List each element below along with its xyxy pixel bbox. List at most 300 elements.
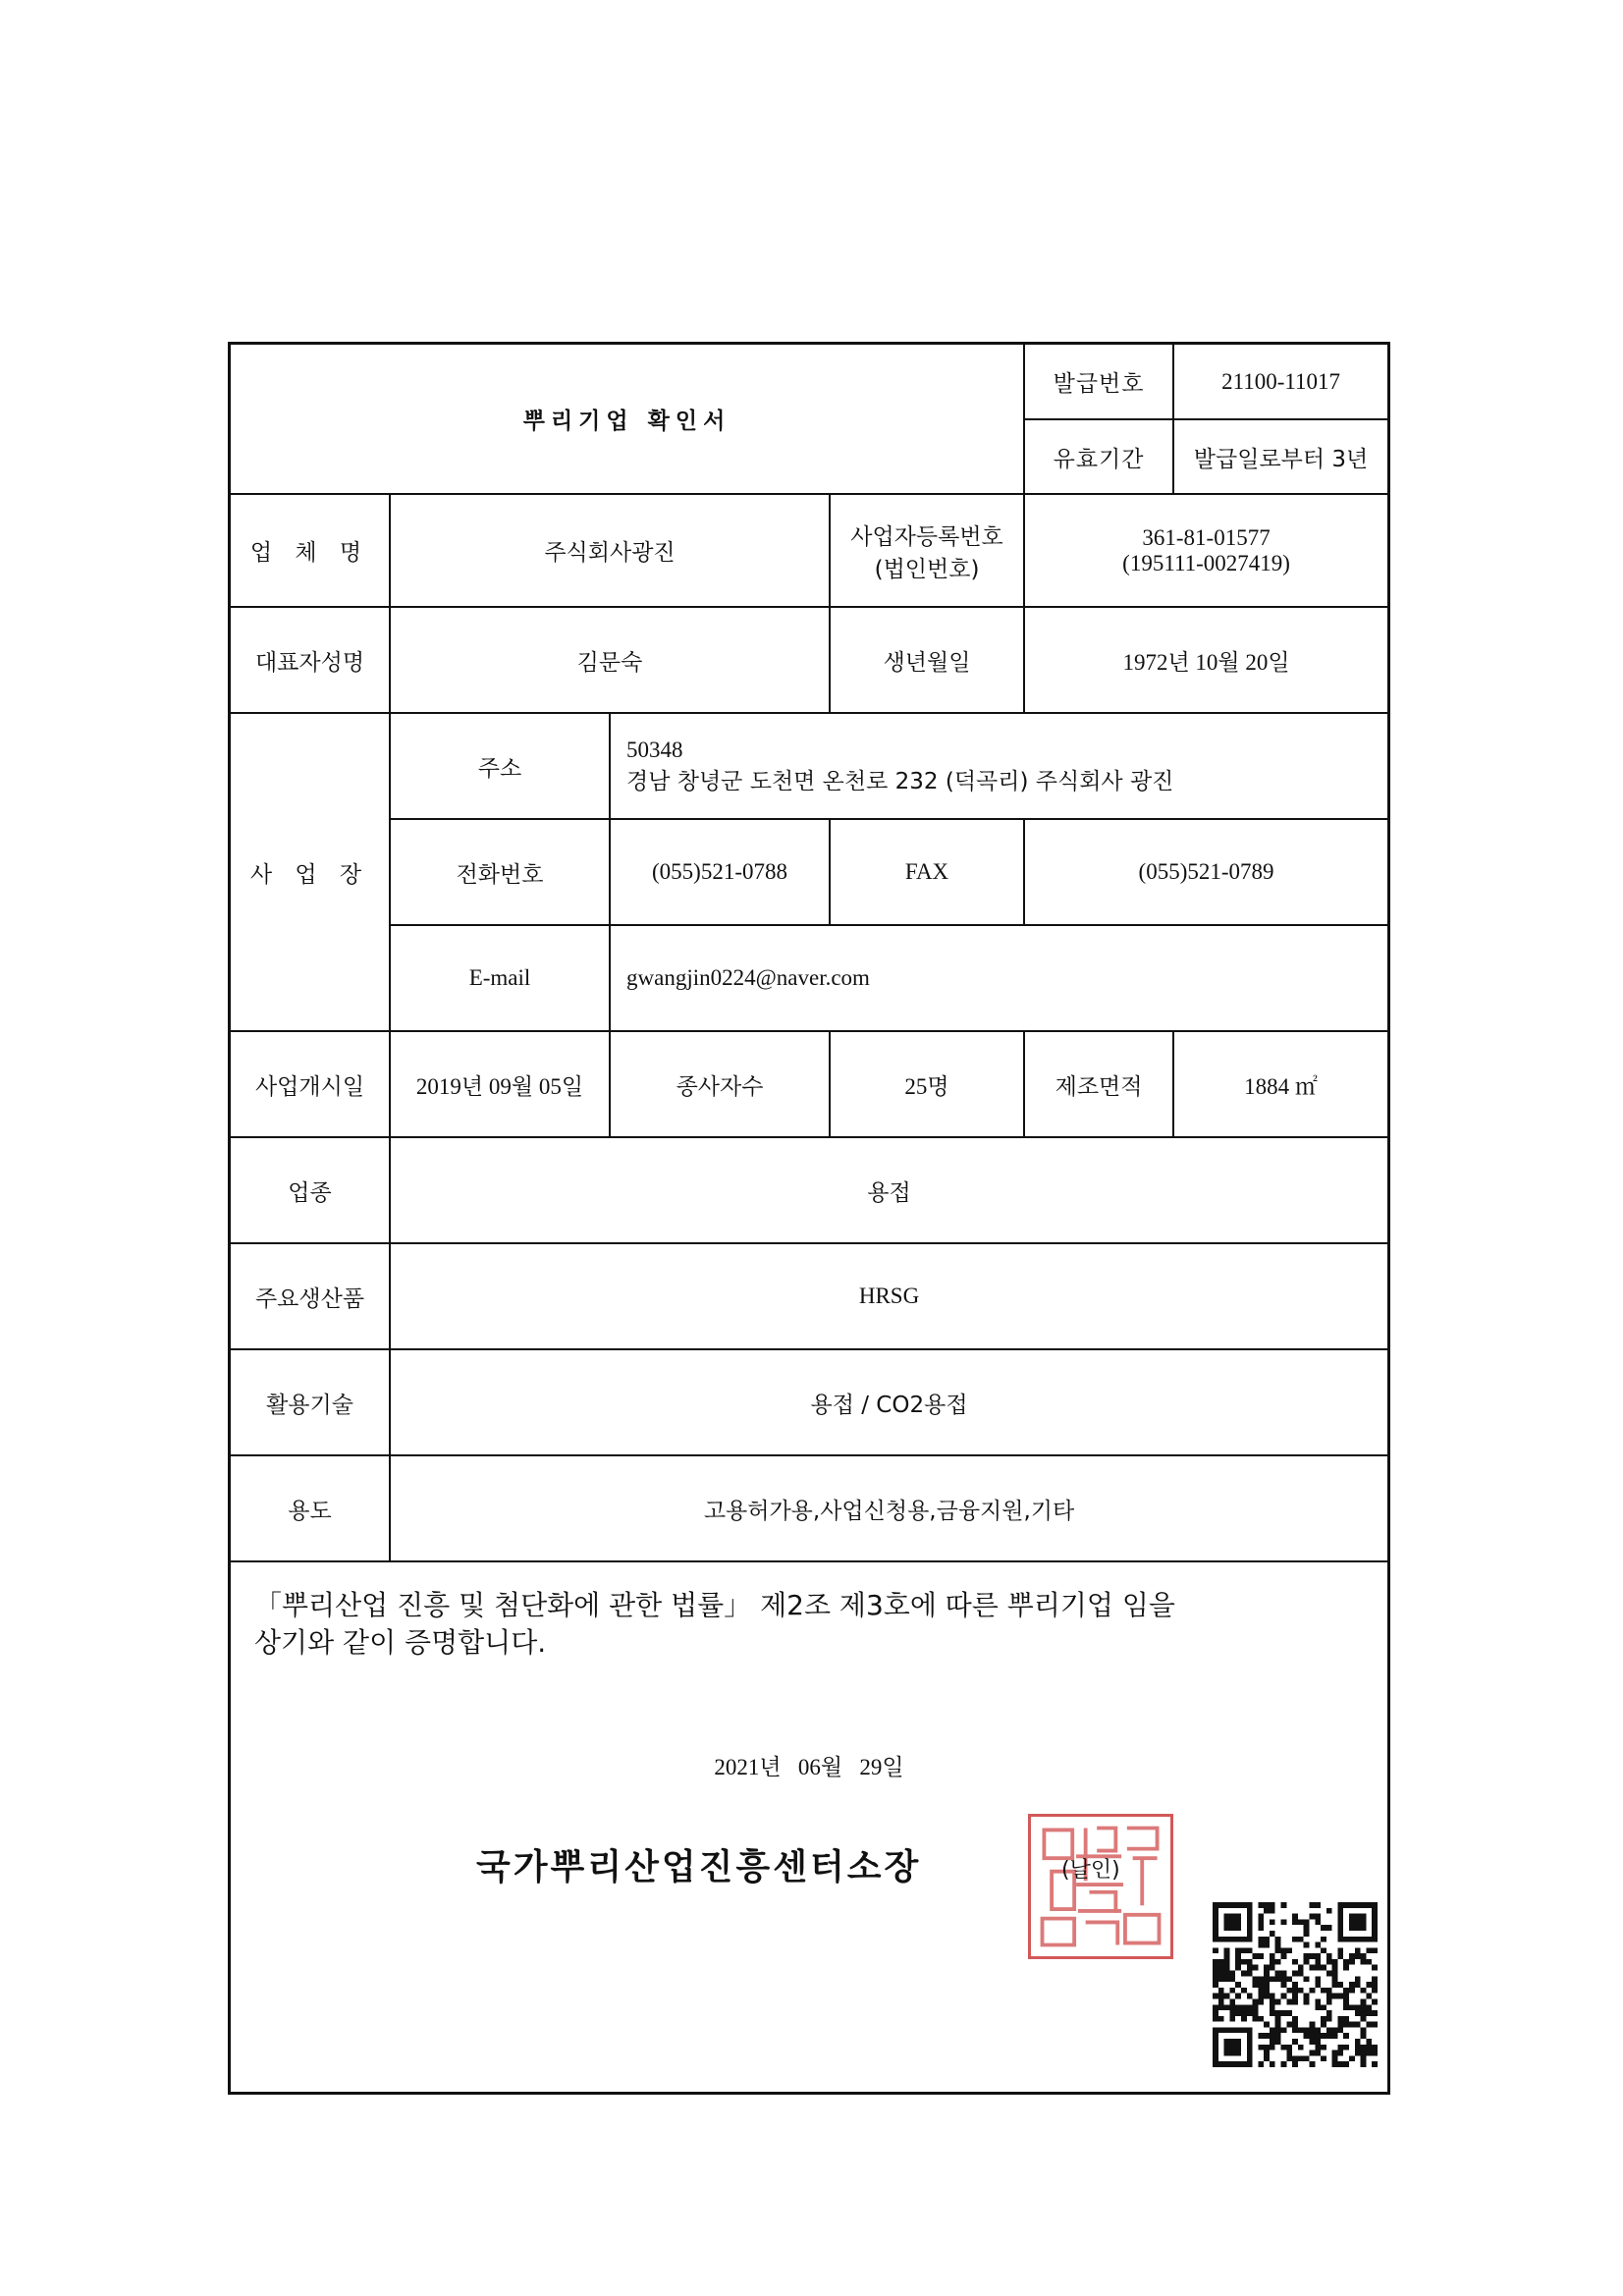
qr-module <box>1258 1942 1264 1948</box>
qr-module <box>1337 2061 1343 2067</box>
qr-module <box>1292 1988 1298 1994</box>
qr-module <box>1309 1902 1315 1908</box>
qr-module <box>1315 1914 1321 1920</box>
qr-module <box>1355 2039 1361 2045</box>
qr-module <box>1304 1931 1310 1937</box>
qr-module <box>1298 1937 1304 1942</box>
qr-module <box>1213 1959 1218 1965</box>
qr-module <box>1264 2033 1270 2039</box>
qr-module <box>1218 1998 1224 2004</box>
qr-module <box>1270 1994 1275 1999</box>
qr-module <box>1304 1959 1310 1965</box>
qr-module <box>1270 1965 1275 1971</box>
qr-module <box>1298 1988 1304 1994</box>
qr-module <box>1337 2050 1343 2056</box>
legal-line-2: 상기와 같이 증명합니다. <box>254 1626 547 1659</box>
qr-module <box>1229 2010 1235 2016</box>
qr-module <box>1258 1914 1264 1920</box>
qr-module <box>1258 2033 1264 2039</box>
birth-date-value: 1972년 10월 20일 <box>1024 607 1387 713</box>
qr-module <box>1258 1902 1264 1908</box>
registration-number-label <box>830 494 1024 607</box>
qr-module <box>1235 1965 1241 1971</box>
qr-module <box>1321 1937 1326 1942</box>
registration-value-line-1: 361-81-01577 <box>1142 524 1271 550</box>
qr-module <box>1343 1998 1349 2004</box>
qr-module <box>1247 1947 1253 1953</box>
qr-code-icon <box>1213 1902 1378 2067</box>
qr-module <box>1275 2010 1281 2016</box>
qr-module <box>1218 1971 1224 1977</box>
qr-module <box>1281 2027 1287 2033</box>
qr-module <box>1218 2004 1224 2010</box>
qr-module <box>1275 1976 1281 1982</box>
qr-module <box>1270 1902 1275 1908</box>
qr-module <box>1264 2022 1270 2028</box>
qr-module <box>1224 2039 1241 2055</box>
qr-module <box>1321 2045 1326 2050</box>
qr-module <box>1337 1994 1343 1999</box>
qr-module <box>1281 1953 1287 1959</box>
qr-module <box>1253 1982 1259 1988</box>
qr-module <box>1258 1925 1264 1931</box>
issue-number-value: 21100-11017 <box>1173 345 1387 419</box>
qr-module <box>1281 1982 1287 1988</box>
employees-label: 종사자수 <box>610 1031 830 1137</box>
qr-module <box>1213 2010 1218 2016</box>
qr-module <box>1270 1919 1275 1925</box>
qr-module <box>1213 1965 1218 1971</box>
qr-module <box>1253 2004 1259 2010</box>
qr-module <box>1343 1988 1349 1994</box>
email-value: gwangjin0224@naver.com <box>610 925 1387 1031</box>
qr-module <box>1275 2033 1281 2039</box>
qr-module <box>1326 1988 1332 1994</box>
qr-module <box>1247 2010 1253 2016</box>
qr-module <box>1332 1971 1338 1977</box>
qr-module <box>1258 1937 1264 1942</box>
qr-module <box>1298 2045 1304 2050</box>
industry-value: 용접 <box>390 1137 1387 1243</box>
qr-module <box>1229 1998 1235 2004</box>
qr-module <box>1270 1976 1275 1982</box>
qr-module <box>1292 1919 1298 1925</box>
qr-module <box>1326 1959 1332 1965</box>
products-label: 주요생산품 <box>231 1243 390 1349</box>
qr-module <box>1321 2016 1326 2022</box>
products-value: HRSG <box>390 1243 1387 1349</box>
qr-module <box>1337 2027 1343 2033</box>
qr-module <box>1218 1976 1224 1982</box>
qr-module <box>1332 1994 1338 1999</box>
technology-value: 용접 / CO2용접 <box>390 1349 1387 1455</box>
qr-module <box>1224 1971 1230 1977</box>
qr-module <box>1270 2039 1275 2045</box>
qr-module <box>1275 1942 1281 1948</box>
qr-module <box>1258 1919 1264 1925</box>
qr-module <box>1349 1953 1355 1959</box>
qr-module <box>1292 1914 1298 1920</box>
qr-module <box>1292 1937 1298 1942</box>
qr-module <box>1253 1953 1259 1959</box>
qr-module <box>1241 2016 1247 2022</box>
qr-module <box>1321 1965 1326 1971</box>
qr-module <box>1286 2010 1292 2016</box>
qr-module <box>1286 2050 1292 2056</box>
qr-module <box>1366 2010 1372 2016</box>
fax-value: (055)521-0789 <box>1024 819 1387 925</box>
qr-module <box>1349 2004 1355 2010</box>
industry-label: 업종 <box>231 1137 390 1243</box>
qr-module <box>1361 2055 1367 2061</box>
qr-module <box>1315 1976 1321 1982</box>
qr-module <box>1292 2055 1298 2061</box>
qr-module <box>1326 2027 1332 2033</box>
qr-module <box>1309 2061 1315 2067</box>
qr-module <box>1281 2010 1287 2016</box>
qr-module <box>1292 1994 1298 1999</box>
qr-module <box>1304 1925 1310 1931</box>
qr-module <box>1258 1988 1264 1994</box>
document-title: 뿌리기업 확인서 <box>231 345 1024 494</box>
qr-module <box>1270 2033 1275 2039</box>
qr-module <box>1343 1965 1349 1971</box>
legal-line-1: 「뿌리산업 진흥 및 첨단화에 관한 법률」 제2조 제3호에 따른 뿌리기업 임을 <box>254 1589 1175 1621</box>
postal-code: 50348 <box>626 738 683 762</box>
legal-statement <box>254 1587 1354 1662</box>
qr-module <box>1270 1953 1275 1959</box>
qr-module <box>1355 1947 1361 1953</box>
qr-module <box>1281 1971 1287 1977</box>
qr-module <box>1298 2055 1304 2061</box>
qr-module <box>1281 1994 1287 1999</box>
qr-module <box>1224 1914 1241 1931</box>
qr-module <box>1235 1994 1241 1999</box>
qr-module <box>1349 1982 1355 1988</box>
qr-module <box>1281 2061 1287 2067</box>
qr-module <box>1270 2045 1275 2050</box>
qr-module <box>1343 2022 1349 2028</box>
qr-module <box>1315 1965 1321 1971</box>
qr-module <box>1264 2045 1270 2050</box>
qr-module <box>1235 1953 1241 1959</box>
qr-module <box>1332 1982 1338 1988</box>
issue-number-label: 발급번호 <box>1024 345 1173 419</box>
qr-module <box>1366 2004 1372 2010</box>
qr-module <box>1361 2016 1367 2022</box>
qr-module <box>1321 2055 1326 2061</box>
qr-module <box>1264 1965 1270 1971</box>
qr-module <box>1366 2022 1372 2028</box>
qr-module <box>1361 1959 1367 1965</box>
qr-module <box>1343 2045 1349 2050</box>
qr-module <box>1264 1971 1270 1977</box>
qr-module <box>1309 1965 1315 1971</box>
qr-module <box>1298 1965 1304 1971</box>
qr-module <box>1349 1959 1355 1965</box>
qr-module <box>1315 2050 1321 2056</box>
qr-module <box>1281 1902 1287 1908</box>
qr-module <box>1235 1959 1241 1965</box>
qr-module <box>1213 1982 1218 1988</box>
qr-module <box>1281 1947 1287 1953</box>
qr-module <box>1366 2050 1372 2056</box>
qr-module <box>1247 2004 1253 2010</box>
qr-module <box>1229 1988 1235 1994</box>
qr-module <box>1332 2055 1338 2061</box>
qr-module <box>1304 2055 1310 2061</box>
business-start-value: 2019년 09월 05일 <box>390 1031 610 1137</box>
qr-module <box>1349 2022 1355 2028</box>
qr-module <box>1253 2016 1259 2022</box>
qr-module <box>1304 1994 1310 1999</box>
qr-module <box>1343 1994 1349 1999</box>
qr-module <box>1315 1902 1321 1908</box>
qr-module <box>1361 2061 1367 2067</box>
qr-module <box>1326 2016 1332 2022</box>
validity-value: 발급일로부터 3년 <box>1173 419 1387 494</box>
representative-value: 김문숙 <box>390 607 830 713</box>
qr-module <box>1343 1959 1349 1965</box>
qr-module <box>1218 1994 1224 1999</box>
qr-module <box>1292 2027 1298 2033</box>
qr-module <box>1281 1976 1287 1982</box>
qr-module <box>1326 1998 1332 2004</box>
issuer-name: 국가뿌리산업진흥센터소장 <box>476 1847 922 1887</box>
qr-module <box>1315 2033 1321 2039</box>
qr-module <box>1213 1994 1218 1999</box>
qr-module <box>1224 1959 1230 1965</box>
qr-module <box>1309 1988 1315 1994</box>
qr-module <box>1298 1971 1304 1977</box>
qr-module <box>1286 1988 1292 1994</box>
qr-module <box>1326 1994 1332 1999</box>
qr-module <box>1309 2022 1315 2028</box>
qr-module <box>1315 2045 1321 2050</box>
qr-module <box>1241 1988 1247 1994</box>
qr-module <box>1309 2050 1315 2056</box>
qr-module <box>1304 1976 1310 1982</box>
qr-module <box>1264 1908 1270 1914</box>
qr-module <box>1309 1953 1315 1959</box>
qr-module <box>1292 2039 1298 2045</box>
certificate-document <box>228 342 1390 2095</box>
qr-module <box>1292 1998 1298 2004</box>
qr-module <box>1315 2039 1321 2045</box>
qr-module <box>1343 2033 1349 2039</box>
qr-module <box>1372 1965 1378 1971</box>
qr-module <box>1270 2010 1275 2016</box>
qr-module <box>1355 1953 1361 1959</box>
qr-module <box>1224 2004 1230 2010</box>
qr-module <box>1332 1959 1338 1965</box>
qr-module <box>1337 1953 1343 1959</box>
qr-module <box>1286 2045 1292 2050</box>
qr-module <box>1241 2010 1247 2016</box>
qr-module <box>1332 1976 1338 1982</box>
qr-module <box>1275 2016 1281 2022</box>
qr-module <box>1241 1971 1247 1977</box>
qr-module <box>1292 1971 1298 1977</box>
seal-label: (날인) <box>1061 1858 1120 1883</box>
qr-module <box>1315 1959 1321 1965</box>
qr-module <box>1264 1937 1270 1942</box>
qr-module <box>1258 2016 1264 2022</box>
manufacturing-area-label: 제조면적 <box>1024 1031 1173 1137</box>
qr-module <box>1275 1971 1281 1977</box>
qr-module <box>1326 1908 1332 1914</box>
qr-module <box>1275 1947 1281 1953</box>
qr-module <box>1321 1947 1326 1953</box>
qr-module <box>1264 1902 1270 1908</box>
qr-module <box>1229 2004 1235 2010</box>
qr-module <box>1309 2027 1315 2033</box>
qr-module <box>1253 1998 1259 2004</box>
qr-module <box>1247 1971 1253 1977</box>
qr-module <box>1275 1937 1281 1942</box>
qr-module <box>1361 2045 1367 2050</box>
qr-module <box>1361 1953 1367 1959</box>
qr-module <box>1270 2061 1275 2067</box>
qr-module <box>1326 1925 1332 1931</box>
qr-module <box>1332 2033 1338 2039</box>
qr-module <box>1292 1982 1298 1988</box>
qr-module <box>1337 1982 1343 1988</box>
qr-module <box>1326 1971 1332 1977</box>
qr-module <box>1321 2022 1326 2028</box>
qr-module <box>1275 2039 1281 2045</box>
qr-module <box>1366 2039 1372 2045</box>
qr-module <box>1247 1994 1253 1999</box>
qr-module <box>1372 2010 1378 2016</box>
qr-module <box>1337 2045 1343 2050</box>
qr-module <box>1355 1976 1361 1982</box>
qr-module <box>1224 1965 1230 1971</box>
qr-module <box>1332 2050 1338 2056</box>
qr-module <box>1224 1947 1230 1953</box>
address-value <box>610 713 1387 819</box>
qr-module <box>1355 2022 1361 2028</box>
qr-module <box>1224 1953 1230 1959</box>
qr-module <box>1372 1976 1378 1982</box>
qr-module <box>1235 1982 1241 1988</box>
qr-module <box>1264 1994 1270 1999</box>
issue-date: 2021년 06월 29일 <box>714 1755 904 1779</box>
qr-module <box>1337 2022 1343 2028</box>
qr-module <box>1304 2027 1310 2033</box>
qr-module <box>1361 2027 1367 2033</box>
qr-module <box>1258 2045 1264 2050</box>
qr-module <box>1281 1919 1287 1925</box>
qr-module <box>1275 2022 1281 2028</box>
company-name-label: 업 체 명 <box>231 494 390 607</box>
qr-module <box>1270 2004 1275 2010</box>
qr-module <box>1241 2004 1247 2010</box>
qr-module <box>1270 2027 1275 2033</box>
qr-module <box>1332 2027 1338 2033</box>
purpose-label: 용도 <box>231 1455 390 1561</box>
qr-module <box>1304 2033 1310 2039</box>
qr-module <box>1361 1998 1367 2004</box>
qr-module <box>1264 1942 1270 1948</box>
qr-module <box>1326 2033 1332 2039</box>
qr-module <box>1235 2004 1241 2010</box>
qr-module <box>1343 2016 1349 2022</box>
qr-module <box>1258 1953 1264 1959</box>
qr-module <box>1315 2004 1321 2010</box>
qr-module <box>1213 2004 1218 2010</box>
qr-module <box>1270 1959 1275 1965</box>
validity-label: 유효기간 <box>1024 419 1173 494</box>
qr-module <box>1366 1959 1372 1965</box>
qr-module <box>1315 1953 1321 1959</box>
qr-module <box>1372 2022 1378 2028</box>
qr-module <box>1275 2027 1281 2033</box>
qr-module <box>1264 1988 1270 1994</box>
qr-module <box>1235 1947 1241 1953</box>
qr-module <box>1315 1982 1321 1988</box>
phone-label: 전화번호 <box>390 819 610 925</box>
qr-module <box>1355 2010 1361 2016</box>
qr-module <box>1270 1998 1275 2004</box>
qr-module <box>1292 2061 1298 2067</box>
qr-module <box>1372 1988 1378 1994</box>
qr-module <box>1218 1988 1224 1994</box>
qr-module <box>1309 2039 1315 2045</box>
qr-module <box>1372 2061 1378 2067</box>
qr-module <box>1258 1998 1264 2004</box>
qr-module <box>1372 2050 1378 2056</box>
qr-module <box>1361 2010 1367 2016</box>
company-name-value: 주식회사광진 <box>390 494 830 607</box>
qr-module <box>1258 1976 1264 1982</box>
qr-module <box>1332 1965 1338 1971</box>
qr-module <box>1253 1976 1259 1982</box>
qr-module <box>1315 1998 1321 2004</box>
qr-module <box>1253 2010 1259 2016</box>
qr-module <box>1349 2055 1355 2061</box>
qr-module <box>1304 1942 1310 1948</box>
qr-module <box>1264 2055 1270 2061</box>
qr-module <box>1349 1988 1355 1994</box>
qr-module <box>1321 2004 1326 2010</box>
qr-module <box>1235 2010 1241 2016</box>
qr-module <box>1343 2004 1349 2010</box>
qr-module <box>1309 1914 1315 1920</box>
qr-module <box>1253 1965 1259 1971</box>
address-label: 주소 <box>390 713 610 819</box>
qr-module <box>1286 2022 1292 2028</box>
qr-module <box>1355 2045 1361 2050</box>
qr-module <box>1264 1982 1270 1988</box>
qr-module <box>1241 1959 1247 1965</box>
qr-module <box>1309 2033 1315 2039</box>
qr-module <box>1270 1908 1275 1914</box>
qr-module <box>1361 2004 1367 2010</box>
qr-module <box>1304 1919 1310 1925</box>
qr-module <box>1304 1998 1310 2004</box>
qr-module <box>1372 1982 1378 1988</box>
qr-module <box>1337 2016 1343 2022</box>
registration-label-line-1: 사업자등록번호 <box>850 523 1003 550</box>
qr-module <box>1361 2050 1367 2056</box>
employees-value: 25명 <box>830 1031 1024 1137</box>
qr-module <box>1264 1976 1270 1982</box>
qr-module <box>1218 2016 1224 2022</box>
qr-module <box>1355 1982 1361 1988</box>
qr-module <box>1292 1959 1298 1965</box>
qr-module <box>1241 1947 1247 1953</box>
